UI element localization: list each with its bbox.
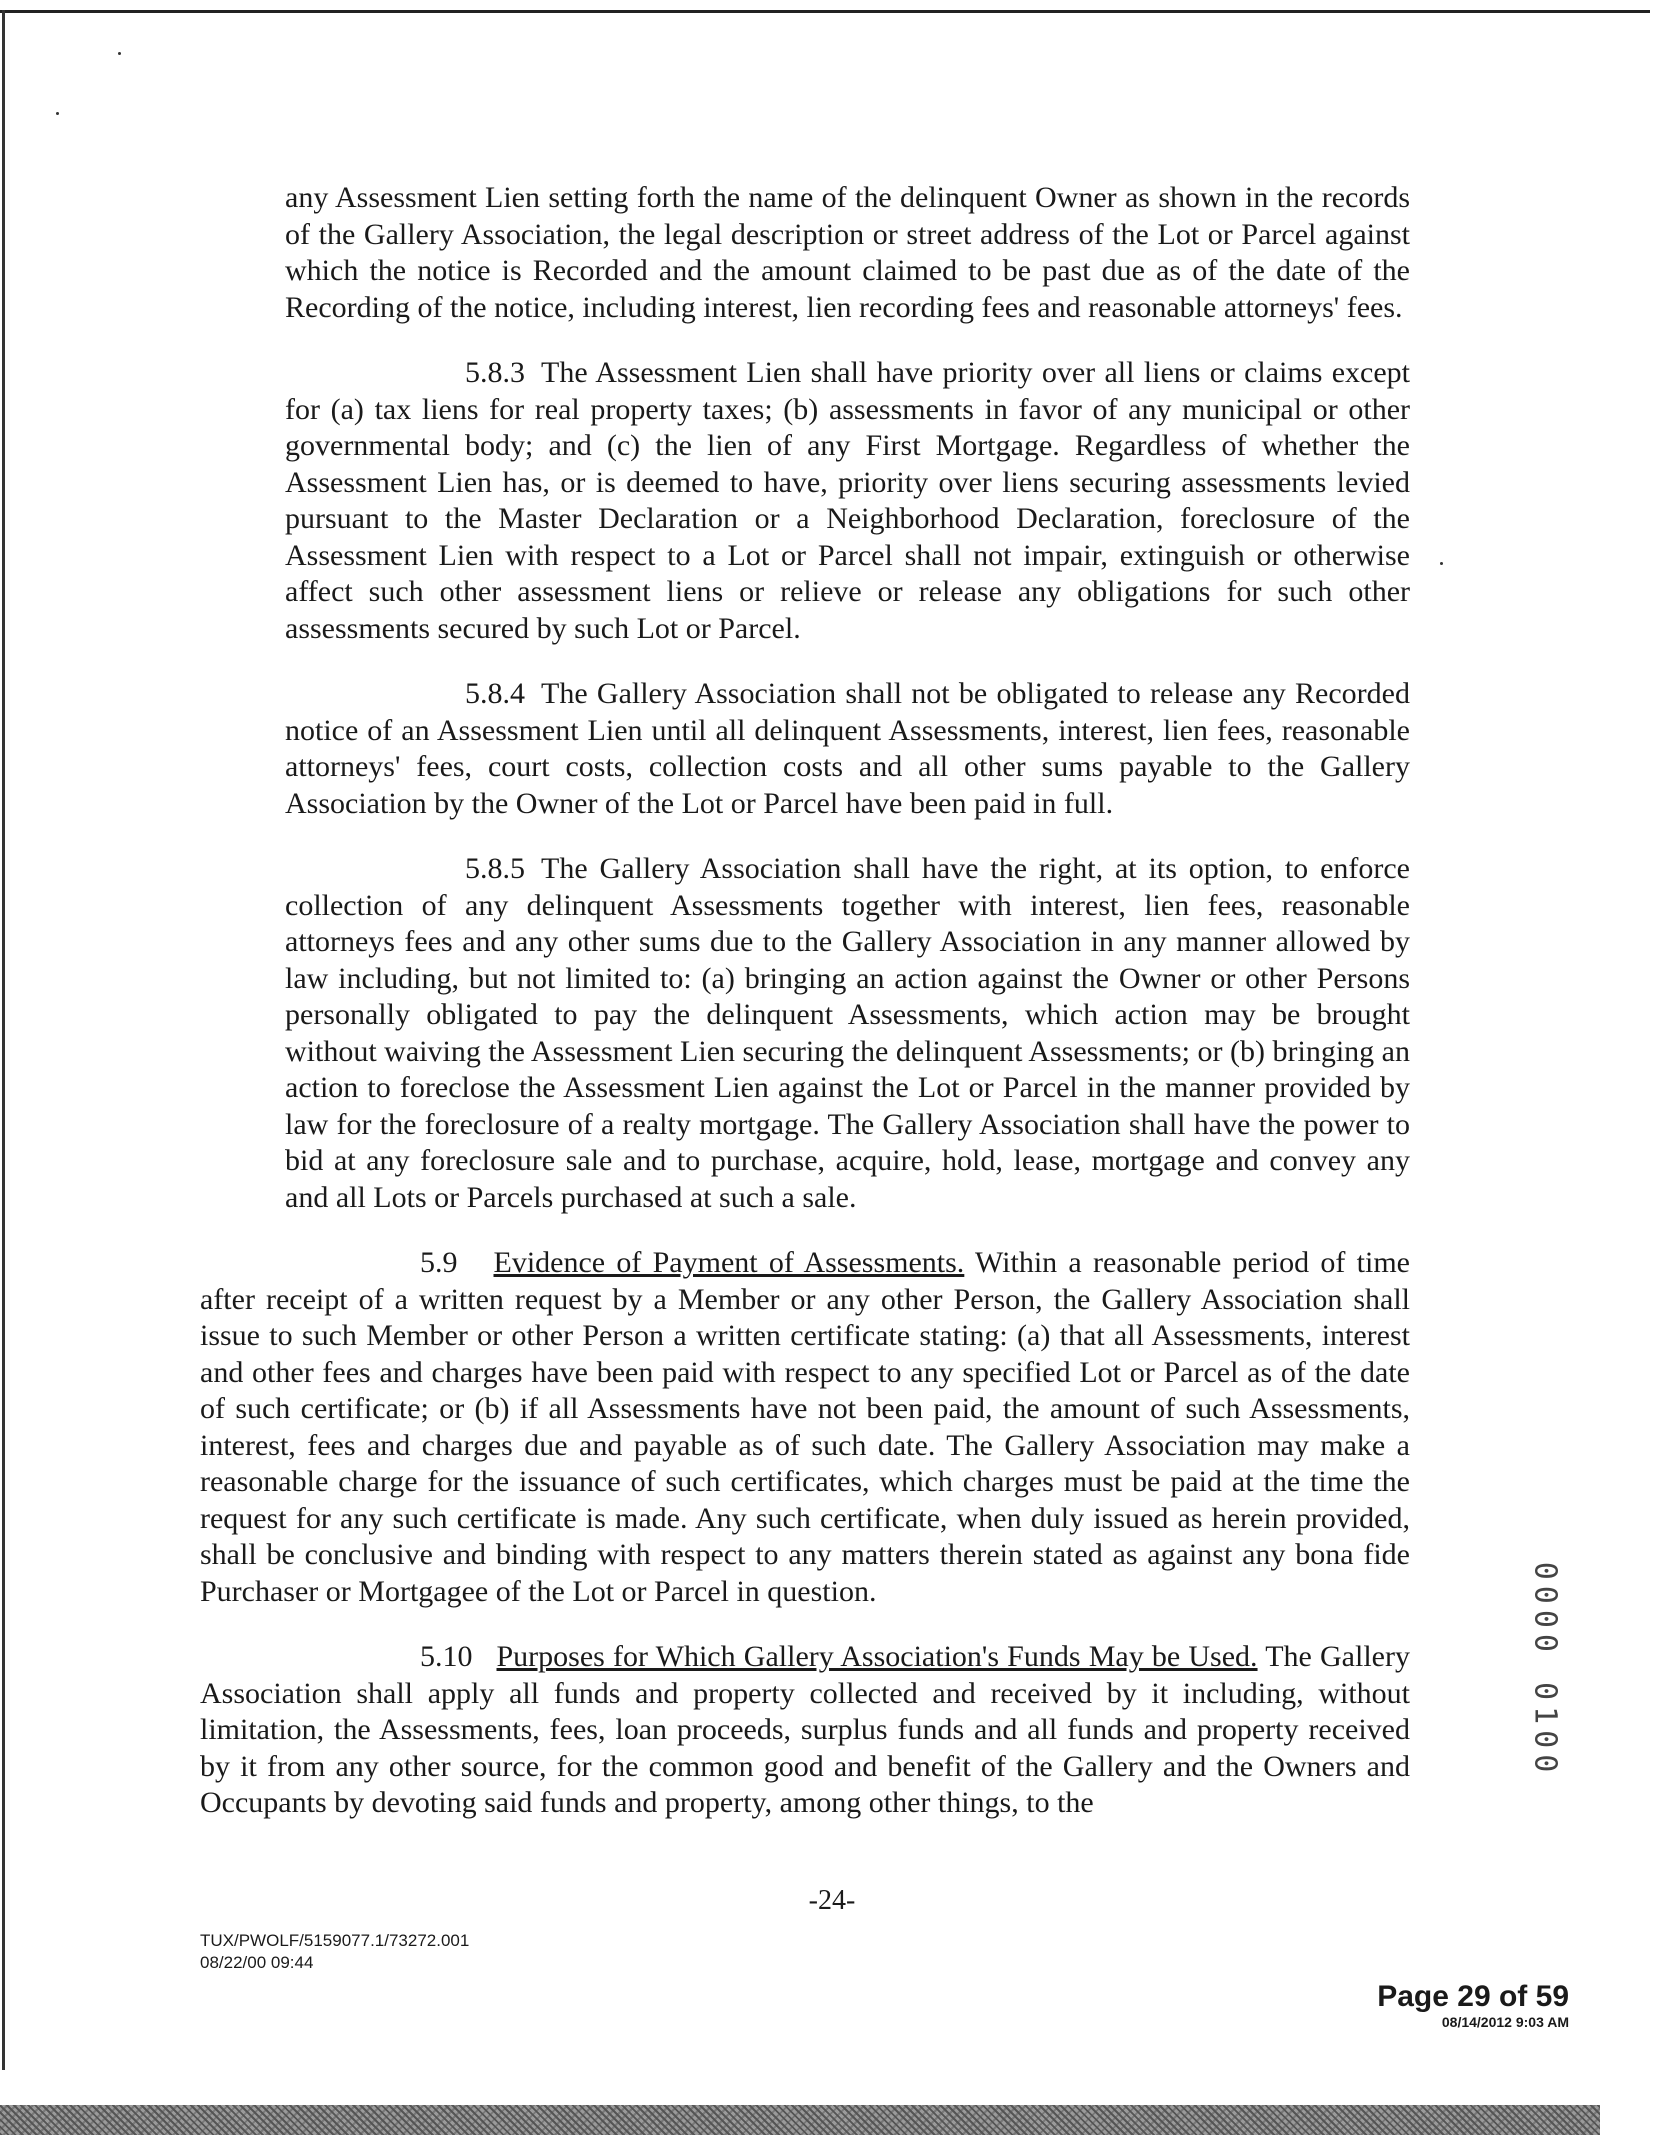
section-text: The Gallery Association shall not be obligated to release any Recorded notice of an Assessment Lien until all delinquent Assessments, interest, lien fees, reasonable attorneys' fees, court costs, collection costs and all other sums payable to the Gallery Association by the Owner of the Lot or Parcel have been paid in full. [285,677,1410,820]
paragraph-continuation: any Assessment Lien setting forth the name of the delinquent Owner as shown in the records of the Gallery Association, the legal description or street address of the Lot or Parcel against which the notice is Recorded and the amount claimed to be past due as of the date of the Recording of the notice, including interest, lien recording fees and reasonable attorneys' fees. [285,181,1410,324]
section-5-8-5 [285,851,1410,1216]
document-body [200,180,1410,1851]
page-number: -24- [808,1885,856,1916]
document-date: 08/22/00 09:44 [200,1953,314,1972]
scan-speck [118,52,121,55]
section-text: The Gallery Association shall have the right, at its option, to enforce collection of any delinquent Assessments together with interest, lien fees, reasonable attorneys fees and any other sums due to the Gallery Association in any manner allowed by law including, but not limited to: (a) bringing an action against the Owner or other Persons personally obligated to pay the delinquent Assessments, which action may be brought without waiving the Assessment Lien securing the delinquent Assessments; or (b) bringing an action to foreclose the Assessment Lien against the Lot or Parcel in the manner provided by law for the foreclosure of a realty mortgage. The Gallery Association shall have the power to bid at any foreclosure sale and to purchase, acquire, hold, lease, mortgage and convey any and all Lots or Parcels purchased at such a sale. [285,852,1410,1214]
document-code: TUX/PWOLF/5159077.1/73272.001 [200,1931,470,1950]
section-text: The Assessment Lien shall have priority over all liens or claims except for (a) tax liens for real property taxes; (b) assessments in favor of any municipal or other governmental body; and (c) the lien of any First Mortgage. Regardless of whether the Assessment Lien has, or is deemed to have, priority over liens securing assessments levied pursuant to the Master Declaration or a Neighborhood Declaration, foreclosure of the Assessment Lien with respect to a Lot or Parcel shall not impair, extinguish or otherwise affect such other assessment liens or relieve or release any obligations for such other assessments secured by such Lot or Parcel. [285,356,1410,645]
page-of-total: Page 29 of 59 [1377,1980,1569,2013]
scan-noise-bar [0,2105,1600,2135]
section-5-9 [200,1245,1410,1610]
section-number: 5.9 [420,1246,458,1279]
section-number: 5.8.3 [465,356,525,389]
document-reference [200,1930,469,1974]
scan-speck [56,112,59,115]
section-number: 5.8.5 [465,852,525,885]
scan-speck [1440,562,1443,565]
section-text: Within a reasonable period of time after receipt of a written request by a Member or any other Person, the Gallery Association shall issue to such Member or other Person a written certificate stating: (a) that all Assessments, interest and other fees and charges have been paid with respect to any specified Lot or Parcel as of the date of such certificate; or (b) if all Assessments have not been paid, the amount of such Assessments, interest, fees and charges due and payable as of such date. The Gallery Association may make a reasonable charge for the issuance of such certificates, which charges must be paid at the time the request for any such certificate is made. Any such certificate, when duly issued as herein provided, shall be conclusive and binding with respect to any matters therein stated as against any bona fide Purchaser or Mortgagee of the Lot or Parcel in question. [200,1246,1410,1608]
section-title: Evidence of Payment of Assessments. [493,1246,965,1279]
recording-page-stamp [1377,1980,1569,2030]
section-text: The Gallery Association shall apply all funds and property collected and received by it including, without limitation, the Assessments, fees, loan proceeds, surplus funds and all funds and property received by it from any other source, for the common good and benefit of the Gallery and the Owners and Occupants by devoting said funds and property, among other things, to the [200,1640,1410,1819]
side-number-text: 0000 0100 [1527,1561,1563,1779]
section-5-8-3 [285,355,1410,647]
section-title: Purposes for Which Gallery Association's Funds May be Used. [496,1640,1258,1673]
side-recording-number [1525,1490,1565,1850]
section-5-8-4 [285,676,1410,822]
left-border-line [2,10,5,2070]
section-number: 5.10 [420,1640,473,1673]
recording-datetime: 08/14/2012 9:03 AM [1441,2014,1569,2030]
section-5-10 [200,1639,1410,1822]
section-number: 5.8.4 [465,677,525,710]
top-border-line [0,10,1650,13]
